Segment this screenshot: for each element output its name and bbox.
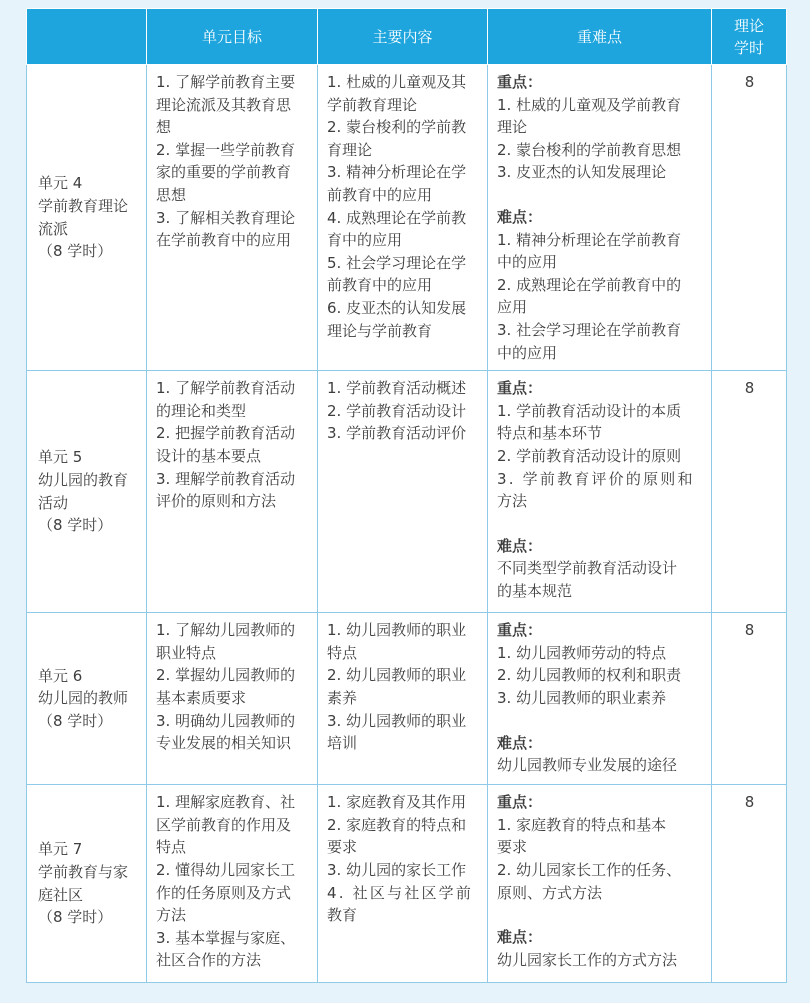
content-line: 3. 学前教育活动评价 — [327, 424, 467, 443]
goal-line: 2. 掌握一些学前教育 — [156, 140, 296, 159]
header-hours-line-2: 学时 — [733, 38, 764, 57]
goal-line: 作的任务原则及方式 — [156, 883, 292, 902]
key-points-label: 重点： — [497, 621, 543, 640]
content-cell — [318, 65, 488, 371]
unit-line: 幼儿园的教师 — [38, 689, 129, 708]
content-line: 2. 蒙台梭利的学前教 — [327, 118, 467, 137]
difficult-point-line: 幼儿园家长工作的方式方法 — [497, 950, 678, 969]
content-line: 1. 杜威的儿童观及其 — [327, 73, 467, 91]
header-key-difficult-points: 重难点 — [488, 9, 712, 65]
key-point-line: 3. 幼儿园教师的职业素养 — [497, 688, 667, 707]
unit-cell — [27, 785, 147, 983]
key-point-line: 2. 学前教育活动设计的原则 — [497, 446, 682, 465]
difficult-points-label: 难点： — [497, 733, 543, 752]
difficult-point-line: 的基本规范 — [497, 581, 573, 600]
content-line: 3. 幼儿园教师的职业 — [327, 711, 467, 730]
hours-cell: 8 — [712, 371, 787, 613]
goal-line: 基本素质要求 — [156, 688, 247, 707]
goal-line: 区学前教育的作用及 — [156, 815, 292, 834]
unit-line: 流派 — [38, 219, 69, 238]
goal-line: 理论流派及其教育思 — [156, 95, 292, 114]
difficult-point-line: 2. 成熟理论在学前教育中的 — [497, 275, 682, 294]
content-line: 前教育中的应用 — [327, 185, 433, 204]
difficult-points-label: 难点： — [497, 536, 543, 555]
content-line: 3. 幼儿园的家长工作 — [327, 860, 467, 879]
table-row-unit-5 — [27, 371, 787, 613]
difficult-point-line: 中的应用 — [497, 343, 558, 362]
header-hours-line-1: 理论 — [733, 16, 764, 35]
header-unit-goals: 单元目标 — [147, 9, 318, 65]
goal-line: 想 — [156, 118, 172, 137]
content-line: 1. 幼儿园教师的职业 — [327, 621, 467, 640]
spacer — [497, 513, 703, 535]
goal-line: 社区合作的方法 — [156, 951, 262, 970]
content-line: 1. 学前教育活动概述 — [327, 379, 467, 398]
content-cell — [318, 371, 488, 613]
spacer — [497, 904, 703, 926]
content-line: 育中的应用 — [327, 231, 403, 250]
keypoints-cell — [488, 785, 712, 983]
content-line: 4. 成熟理论在学前教 — [327, 208, 467, 227]
unit-line: 幼儿园的教育 — [38, 471, 129, 490]
goal-line: 设计的基本要点 — [156, 446, 262, 465]
content-line: 3. 精神分析理论在学 — [327, 163, 467, 182]
unit-cell — [27, 613, 147, 785]
difficult-point-line: 幼儿园教师专业发展的途径 — [497, 756, 678, 775]
header-theory-hours — [712, 9, 787, 65]
unit-line: 单元 7 — [38, 840, 83, 859]
hours-cell: 8 — [712, 613, 787, 785]
key-point-line: 理论 — [497, 118, 528, 137]
goal-line: 方法 — [156, 906, 187, 925]
unit-line: 活动 — [38, 493, 69, 512]
difficult-point-line: 中的应用 — [497, 253, 558, 272]
goal-line: 2. 掌握幼儿园教师的 — [156, 666, 296, 685]
key-point-line: 2. 幼儿园教师的权利和职责 — [497, 666, 682, 685]
content-line: 教育 — [327, 906, 358, 925]
unit-line: 单元 5 — [38, 448, 83, 467]
key-point-line: 3. 学前教育评价的原则和 — [497, 469, 695, 488]
key-point-line: 2. 幼儿园家长工作的任务、 — [497, 860, 682, 879]
keypoints-cell — [488, 371, 712, 613]
hours-cell: 8 — [712, 65, 787, 371]
goal-line: 1. 了解学前教育主要 — [156, 73, 296, 91]
unit-line: 单元 4 — [38, 174, 83, 193]
content-line: 2. 学前教育活动设计 — [327, 401, 467, 420]
table-header-row — [27, 9, 787, 65]
goal-line: 1. 了解学前教育活动 — [156, 379, 296, 398]
unit-line: （8 学时） — [38, 711, 113, 730]
content-line: 要求 — [327, 838, 358, 857]
table-row-unit-4 — [27, 65, 787, 371]
key-point-line: 2. 蒙台梭利的学前教育思想 — [497, 140, 682, 159]
content-line: 素养 — [327, 688, 358, 707]
content-line: 理论与学前教育 — [327, 321, 433, 340]
table-row-unit-6 — [27, 613, 787, 785]
difficult-point-line: 应用 — [497, 298, 528, 317]
keypoints-cell — [488, 65, 712, 371]
header-unit — [27, 9, 147, 65]
goal-line: 2. 懂得幼儿园家长工 — [156, 860, 296, 879]
key-point-line: 3. 皮亚杰的认知发展理论 — [497, 163, 667, 182]
content-cell — [318, 613, 488, 785]
goals-cell — [147, 371, 318, 613]
unit-line: （8 学时） — [38, 908, 113, 927]
content-cell — [318, 785, 488, 983]
key-point-line: 方法 — [497, 492, 528, 511]
unit-cell — [27, 371, 147, 613]
goals-cell — [147, 65, 318, 371]
unit-line: 学前教育理论 — [38, 196, 129, 215]
goal-line: 3. 基本掌握与家庭、 — [156, 928, 296, 947]
content-line: 培训 — [327, 734, 358, 753]
syllabus-table — [26, 8, 787, 983]
goal-line: 在学前教育中的应用 — [156, 231, 292, 250]
goal-line: 1. 理解家庭教育、社 — [156, 793, 296, 812]
goal-line: 思想 — [156, 185, 187, 204]
table-row-unit-7 — [27, 785, 787, 983]
content-line: 2. 幼儿园教师的职业 — [327, 666, 467, 685]
content-line: 1. 家庭教育及其作用 — [327, 793, 467, 812]
content-line: 6. 皮亚杰的认知发展 — [327, 298, 467, 317]
key-point-line: 1. 幼儿园教师劳动的特点 — [497, 643, 667, 662]
key-point-line: 1. 家庭教育的特点和基本 — [497, 815, 667, 834]
hours-cell: 8 — [712, 785, 787, 983]
goals-cell — [147, 785, 318, 983]
key-point-line: 1. 学前教育活动设计的本质 — [497, 401, 682, 420]
spacer — [497, 710, 703, 732]
goal-line: 1. 了解幼儿园教师的 — [156, 621, 296, 640]
content-line: 育理论 — [327, 140, 373, 159]
content-line: 2. 家庭教育的特点和 — [327, 815, 467, 834]
unit-line: （8 学时） — [38, 242, 113, 261]
spacer — [497, 184, 703, 206]
difficult-point-line: 不同类型学前教育活动设计 — [497, 559, 678, 578]
key-point-line: 特点和基本环节 — [497, 424, 603, 443]
content-line: 前教育中的应用 — [327, 276, 433, 295]
goal-line: 职业特点 — [156, 643, 217, 662]
key-point-line: 要求 — [497, 838, 528, 857]
goals-cell — [147, 613, 318, 785]
unit-line: 庭社区 — [38, 885, 84, 904]
goal-line: 2. 把握学前教育活动 — [156, 424, 296, 443]
content-line: 学前教育理论 — [327, 95, 418, 114]
content-line: 5. 社会学习理论在学 — [327, 253, 467, 272]
goal-line: 特点 — [156, 838, 187, 857]
key-points-label: 重点： — [497, 73, 543, 91]
content-line: 特点 — [327, 643, 358, 662]
key-points-label: 重点： — [497, 793, 543, 812]
goal-line: 3. 明确幼儿园教师的 — [156, 711, 296, 730]
goal-line: 3. 了解相关教育理论 — [156, 208, 296, 227]
key-point-line: 1. 杜威的儿童观及学前教育 — [497, 95, 682, 114]
key-points-label: 重点： — [497, 379, 543, 398]
unit-line: 学前教育与家 — [38, 863, 129, 882]
difficult-point-line: 3. 社会学习理论在学前教育 — [497, 320, 682, 339]
goal-line: 家的重要的学前教育 — [156, 163, 292, 182]
goal-line: 的理论和类型 — [156, 401, 247, 420]
keypoints-cell — [488, 613, 712, 785]
unit-line: （8 学时） — [38, 516, 113, 535]
goal-line: 评价的原则和方法 — [156, 492, 277, 511]
difficult-points-label: 难点： — [497, 207, 543, 226]
goal-line: 专业发展的相关知识 — [156, 734, 292, 753]
difficult-point-line: 1. 精神分析理论在学前教育 — [497, 230, 682, 249]
goal-line: 3. 理解学前教育活动 — [156, 469, 296, 488]
header-main-content: 主要内容 — [318, 9, 488, 65]
content-line: 4. 社区与社区学前 — [327, 883, 474, 902]
key-point-line: 原则、方式方法 — [497, 883, 603, 902]
syllabus-table-container — [26, 8, 786, 983]
unit-cell — [27, 65, 147, 371]
unit-line: 单元 6 — [38, 666, 83, 685]
difficult-points-label: 难点： — [497, 928, 543, 947]
